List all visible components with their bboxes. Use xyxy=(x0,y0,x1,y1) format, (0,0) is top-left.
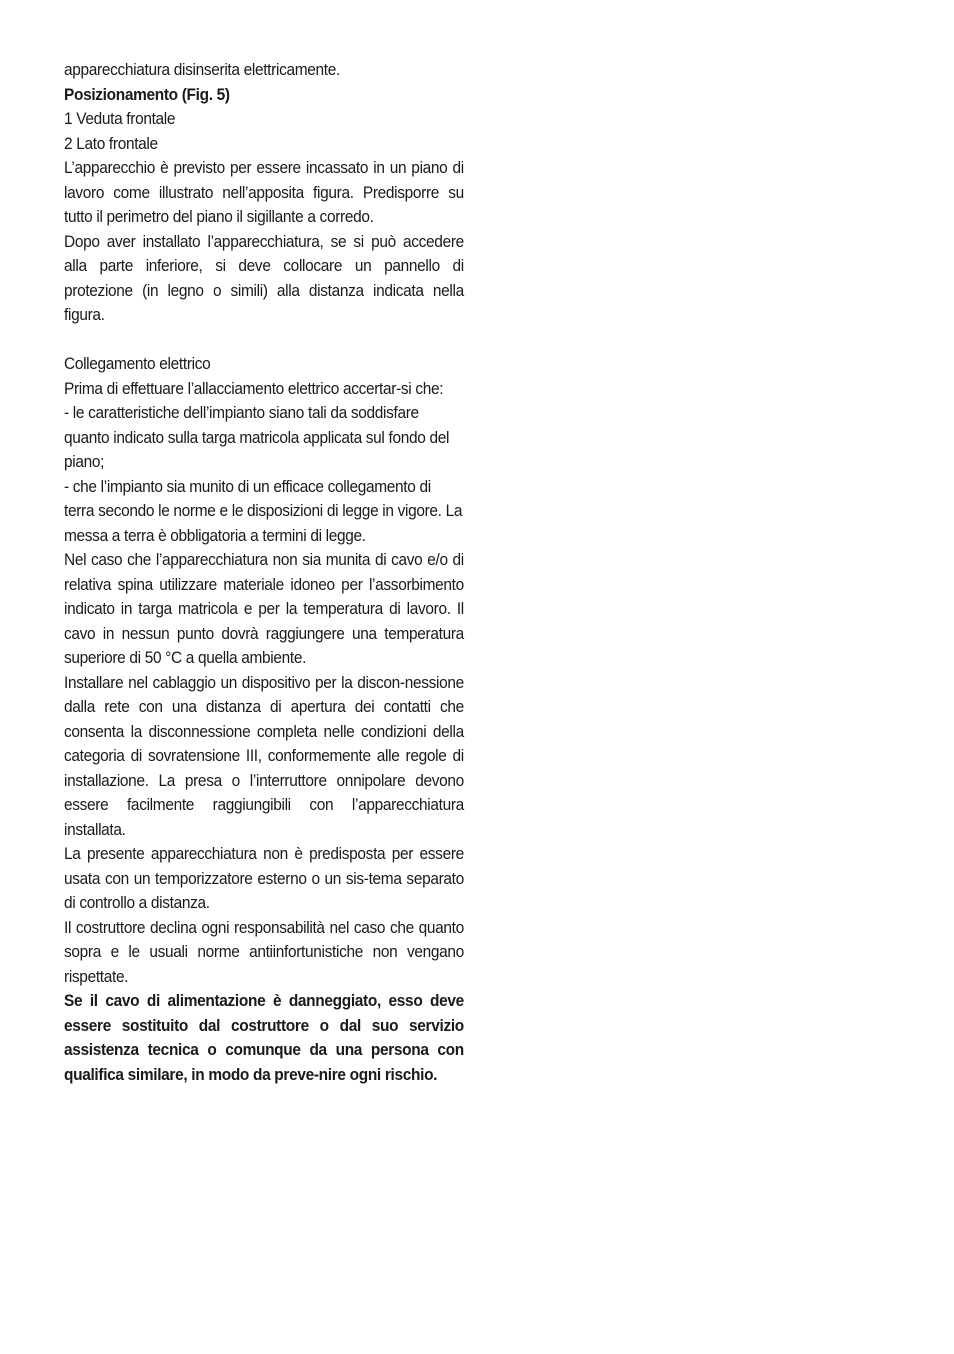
positioning-paragraph-protection-panel: Dopo aver installato l’apparecchiatura, se si può accedere alla parte inferiore, si deve collocare un pannello di protezione (in legno o simili) alla distanza indicata nella figura. xyxy=(64,231,464,324)
electrical-heading: Collegamento elettrico xyxy=(64,354,211,373)
electrical-warning-damaged-cable: Se il cavo di alimentazione è danneggiato, esso deve essere sostituito dal costruttore o dal suo servizio assistenza tecnica o comunque da una persona con qualifica similare, in modo da preve-nire ogni rischio. xyxy=(64,991,464,1084)
manual-text-column xyxy=(64,58,464,1087)
positioning-item-front-view: 1 Veduta frontale xyxy=(64,109,176,128)
intro-line: apparecchiatura disinserita elettricamente. xyxy=(64,60,340,79)
electrical-paragraph-cable: Nel caso che l’apparecchiatura non sia munita di cavo e/o di relativa spina utilizzare materiale idoneo per l’assorbimento indicato in targa matricola e per la temperatura di lavoro. Il cavo in nessun punto dovrà raggiungere una temperatura superiore di 50 °C a quella ambiente. xyxy=(64,550,464,667)
electrical-bullet-plant-characteristics: - le caratteristiche dell’impianto siano tali da soddisfare quanto indicato sulla targa matricola applicata sul fondo del piano; xyxy=(64,403,450,471)
positioning-item-front-side: 2 Lato frontale xyxy=(64,133,158,153)
section-spacer xyxy=(64,328,464,353)
electrical-paragraph-timer: La presente apparecchiatura non è predisposta per essere usata con un temporizzatore esterno o un sis-tema separato di controllo a distanza. xyxy=(64,844,464,912)
electrical-bullet-earthing: - che l’impianto sia munito di un efficace collegamento di terra secondo le norme e le disposizioni di legge in vigore. La messa a terra è obbligatoria a termini di legge. xyxy=(64,476,463,545)
electrical-paragraph-liability: Il costruttore declina ogni responsabilità nel caso che quanto sopra e le usuali norme antiinfortunistiche non vengano rispettate. xyxy=(64,917,464,986)
positioning-heading: Posizionamento (Fig. 5) xyxy=(64,84,230,104)
positioning-paragraph-installation: L’apparecchio è previsto per essere incassato in un piano di lavoro come illustrato nell’apposita figura. Predisporre su tutto il perimetro del piano il sigillante a corredo. xyxy=(64,158,464,226)
electrical-paragraph-disconnection: Installare nel cablaggio un dispositivo per la discon-nessione dalla rete con una distanza di apertura dei contatti che consenta la disconnessione completa nelle condizioni della categoria di sovratensione III, conformemente alle regole di installazione. La presa o l’interruttore onnipolare devono essere facilmente raggiungibili con l’apparecchiatura installata. xyxy=(64,672,464,839)
electrical-intro: Prima di effettuare l’allacciamento elettrico accertar-si che: xyxy=(64,378,444,398)
